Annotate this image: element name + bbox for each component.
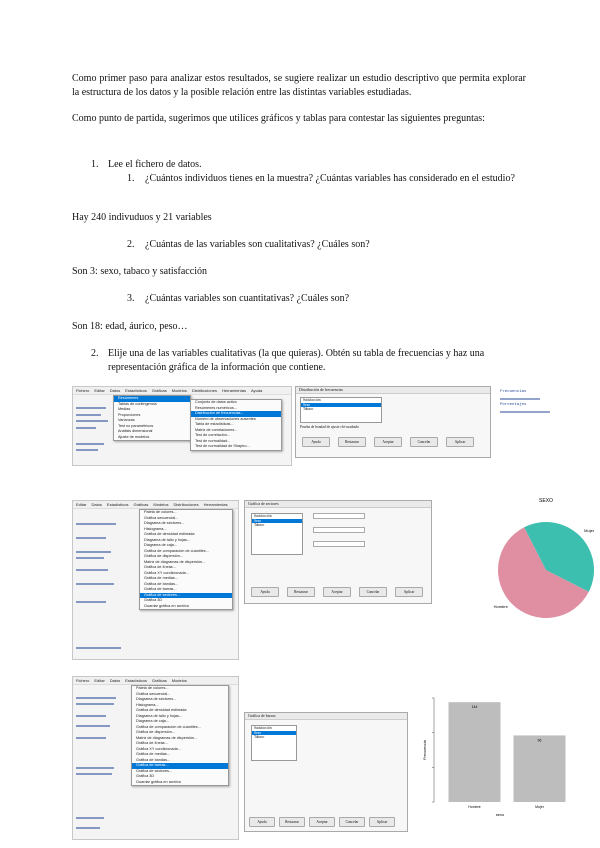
stats-menu-item[interactable]: Proporciones [118,412,141,417]
graph-menu-item[interactable]: Diagrama de sectores... [144,521,185,525]
menu-datos[interactable]: Datos [109,678,121,683]
menubar [73,387,291,395]
summary-menu-item-frequencies[interactable]: Distribución de frecuencias... [191,411,281,417]
stats-menu [113,395,191,441]
ok-button[interactable]: Aceptar [309,817,335,827]
variable-option-selected[interactable]: Sexo [301,403,381,408]
screenshot-graph-menu-pie [72,500,239,660]
graph-menu-item[interactable]: Gráfica de bandas... [144,581,179,586]
chi-checkbox-label[interactable]: Prueba de bondad de ajuste chi-cuadrado [300,425,359,429]
menu-editar[interactable]: Editar [94,678,105,683]
reset-button[interactable]: Restaurar [338,437,366,447]
summary-menu-item[interactable]: Número de observaciones ausentes [195,416,256,421]
a3-text: Son 18: edad, áurico, peso… [72,321,188,332]
menubar [73,677,238,685]
bar-value-label: 144 [471,705,478,710]
graph-menu-item[interactable]: Gráfica 3D [144,598,163,602]
graph-menu-item[interactable]: Gráfica XY condicionada... [136,746,181,751]
graph-menu-item[interactable]: Diagrama de sectores... [136,697,177,701]
apply-button[interactable]: Aplicar [395,587,423,597]
graph-menu-item[interactable]: Gráfica XY condicionada... [144,570,189,575]
variable-option[interactable]: Satisfacción [254,726,272,730]
stats-menu-item[interactable]: Medias [118,407,131,411]
item2-text: Elije una de las variables cualitativas (la que quieras). Obtén su tabla de frecuencias y haz una representación gráfica de la información que contiene. [108,348,485,373]
menu-graficas[interactable]: Gráficas [133,502,149,507]
stats-menu-item[interactable]: Resúmenes [114,396,190,402]
bar-value-label: 96 [537,738,542,743]
graph-menu-item[interactable]: Gráfica de medias... [144,576,178,580]
intro-paragraph: Como primer paso para analizar estos resultados, se sugiere realizar un estudio descriptivo que permita explorar la estructura de los datos y la posible relación entre las distintas variables estudiadas. [72,73,526,98]
variable-option[interactable]: Tabaco [303,407,314,411]
ok-button[interactable]: Aceptar [323,587,351,597]
graph-menu-item[interactable]: Gráfica de dispersión... [136,730,176,734]
graph-menu-item[interactable]: Diagrama de tallo y hojas... [136,713,183,718]
y-axis-label: Frecuencia [422,740,427,760]
a1-text: Hay 240 indivuduos y 21 variables [72,212,212,223]
graph-menu [139,509,233,610]
menubar [73,501,238,509]
q3-number: 3. [127,293,135,304]
graph-menu-item[interactable]: Gráfica de bandas... [136,757,171,762]
summary-menu [190,399,282,451]
variables-listbox[interactable] [251,725,297,761]
graph-menu-item[interactable]: Gráfica de barras... [144,587,177,591]
graph-menu-item[interactable]: Matriz de diagramas de dispersión... [144,559,206,564]
summary-menu-item[interactable]: Resúmenes numéricos... [195,405,237,410]
item1-number: 1. [91,159,99,170]
summary-menu-item[interactable]: Test de normalidad de Shapiro... [195,444,250,448]
cancel-button[interactable]: Cancelar [410,437,438,447]
stats-menu-item[interactable]: Tablas de contingencia [118,401,157,406]
variable-option-selected[interactable]: Sexo [252,731,296,736]
help-button[interactable]: Ayuda [249,817,275,827]
reset-button[interactable]: Restaurar [279,817,305,827]
bar-category-label: Hombre [468,805,481,809]
summary-menu-item[interactable]: Test de correlación... [195,433,231,437]
graph-menu-item[interactable]: Gráfica secuencial... [144,515,179,520]
menu-graficas[interactable]: Gráficas [151,388,167,393]
graph-menu-item[interactable]: Gráfica de densidad estimada [136,708,187,712]
dialog-title: Distribución de frecuencias [296,387,490,394]
cancel-button[interactable]: Cancelar [339,817,365,827]
variable-option[interactable]: Satisfacción [254,514,272,518]
variable-option[interactable]: Tabaco [254,523,265,527]
q3-text: ¿Cuántas variables son cuantitativas? ¿Cuáles son? [145,293,350,304]
menu-estadisticos[interactable]: Estadísticos [125,388,147,393]
bar-dialog [244,712,408,832]
bar-category-label: Mujer [535,805,544,809]
frequency-output [500,390,562,426]
pie-label-hombre: Hombre [493,604,508,610]
variable-option[interactable]: Satisfacción [303,398,321,402]
menu-estadisticos[interactable]: Estadísticos [125,678,147,683]
apply-button[interactable]: Aplicar [369,817,395,827]
pie-title: SEXO [539,498,553,504]
dialog-title: Gráfica de barras [245,713,407,720]
menu-estadisticos[interactable]: Estadísticos [106,502,129,507]
pie-label-mujer: Mujer [584,527,595,533]
menu-modelos[interactable]: Modelos [153,502,169,507]
help-button[interactable]: Ayuda [302,437,330,447]
menu-herramientas[interactable]: Herramientas [203,502,228,507]
graph-menu-item[interactable]: Diagrama de tallo y hojas... [144,537,191,542]
graph-menu [131,685,229,786]
stats-menu-item[interactable]: Test no paramétricos [118,423,154,428]
graph-menu-item[interactable]: Gráfica de densidad estimada [144,532,195,536]
menu-editar[interactable]: Editar [94,388,105,393]
stats-menu-item[interactable]: Análisis dimensional [118,429,153,433]
variable-option-selected[interactable]: Sexo [252,519,302,524]
punto-paragraph: Como punto de partida, sugerimos que utilices gráficos y tablas para contestar las siguientes preguntas: [72,113,485,124]
dialog-title: Gráfica de sectores [245,501,431,508]
bar-mujer [514,735,566,802]
bar-chart [420,690,580,820]
graph-menu-item[interactable]: Paleta de colores... [136,686,169,690]
stats-menu-item[interactable]: Varianzas [118,418,135,422]
graph-menu-item[interactable]: Histograma... [144,526,167,531]
graph-menu-item[interactable]: Diagrama de caja... [144,543,177,547]
graph-menu-item[interactable]: Gráfica de comparación de cuantiles... [136,724,201,729]
screenshot-summary-menu [72,386,292,466]
menu-fichero[interactable]: Fichero [76,388,90,393]
output-frequencies-label: Frecuencias [500,390,527,394]
variables-listbox[interactable] [300,397,382,423]
graph-menu-item[interactable]: Gráfica de líneas... [144,565,176,569]
summary-menu-item[interactable]: Conjunto de datos activo [195,400,237,404]
ylabel-field[interactable] [313,527,365,533]
summary-menu-item[interactable]: Test de normalidad... [195,438,231,443]
stats-menu-item[interactable]: Ajuste de modelos [118,434,150,439]
x-axis-label: sexo [495,812,505,817]
variables-listbox[interactable] [251,513,303,555]
title-field[interactable] [313,541,365,547]
graph-menu-item-bar[interactable]: Gráfica de barras... [132,763,228,769]
graph-menu-item-pie[interactable]: Gráfica de sectores... [140,593,232,599]
menu-modelos[interactable]: Modelos [171,678,187,683]
pie-dialog [244,500,432,604]
summary-menu-item[interactable]: Matriz de correlaciones... [195,427,238,432]
graph-menu-item[interactable]: Gráfica de comparación de cuantiles... [144,548,209,553]
a2-text: Son 3: sexo, tabaco y satisfacción [72,266,207,277]
graph-menu-item[interactable]: Paleta de colores... [144,510,177,514]
graph-menu-item[interactable]: Gráfica de dispersión... [144,554,184,558]
cancel-button[interactable]: Cancelar [359,587,387,597]
menu-distribuciones[interactable]: Distribuciones [191,388,217,393]
q2-text: ¿Cuántas de las variables son cualitativas? ¿Cuáles son? [145,239,370,250]
graph-menu-item[interactable]: Diagrama de caja... [136,719,169,723]
graph-menu-item[interactable]: Guardar gráfica en archivo [136,779,181,784]
q1-text: ¿Cuántos individuos tienes en la muestra? ¿Cuántas variables has considerado en el estudio? [145,173,515,184]
menu-fichero[interactable]: Fichero [76,678,90,683]
menu-ayuda[interactable]: Ayuda [251,388,263,393]
help-button[interactable]: Ayuda [251,587,279,597]
ok-button[interactable]: Aceptar [374,437,402,447]
frequency-dialog [295,386,491,458]
xlabel-field[interactable] [313,513,365,519]
menu-graficas[interactable]: Gráficas [151,678,167,683]
screenshot-graph-menu-bar [72,676,239,840]
q2-number: 2. [127,239,135,250]
apply-button[interactable]: Aplicar [446,437,474,447]
graph-menu-item[interactable]: Histograma... [136,702,159,707]
variable-option[interactable]: Tabaco [254,735,265,739]
menu-herramientas[interactable]: Herramientas [221,388,246,393]
summary-menu-item[interactable]: Tabla de estadísticas... [195,422,234,426]
menu-editar[interactable]: Editar [76,502,87,507]
pie-chart [480,490,600,640]
menu-datos[interactable]: Datos [91,502,102,507]
graph-menu-item[interactable]: Guardar gráfica en archivo [144,603,189,608]
reset-button[interactable]: Restaurar [287,587,315,597]
graph-menu-item[interactable]: Gráfica de líneas... [136,741,168,745]
graph-menu-item[interactable]: Gráfica 3D [136,774,155,778]
graph-menu-item[interactable]: Gráfica de sectores... [136,768,173,773]
item1-text: Lee el fichero de datos. [108,159,202,170]
menu-modelos[interactable]: Modelos [171,388,187,393]
graph-menu-item[interactable]: Gráfica de medias... [136,752,170,756]
menu-distribuciones[interactable]: Distribuciones [173,502,199,507]
item2-number: 2. [91,348,99,359]
output-percentages-label: Porcentajes [500,403,527,407]
graph-menu-item[interactable]: Matriz de diagramas de dispersión... [136,735,198,740]
bar-hombre [449,702,501,802]
menu-datos[interactable]: Datos [109,388,121,393]
graph-menu-item[interactable]: Gráfica secuencial... [136,691,171,696]
q1-number: 1. [127,173,135,184]
